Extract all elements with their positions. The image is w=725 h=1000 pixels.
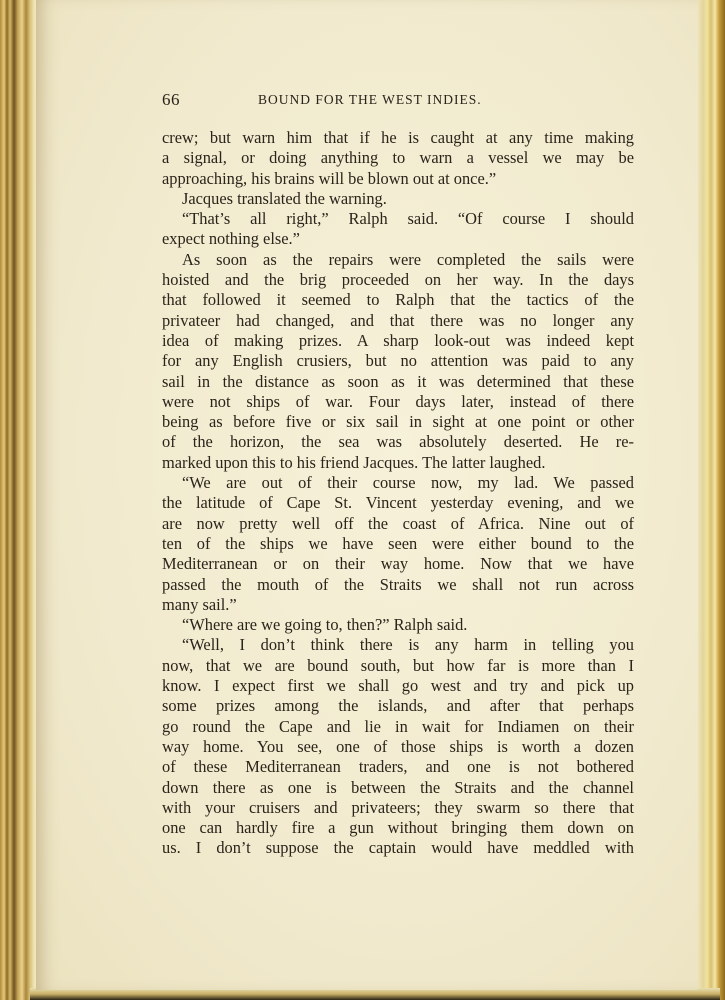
text-line: As soon as the repairs were completed the sails were — [182, 249, 634, 269]
text-line: the latitude of Cape St. Vincent yesterday evening, and we — [162, 493, 634, 513]
book-binding — [0, 0, 38, 1000]
text-line: are now pretty well off the coast of Africa. Nine out of — [162, 513, 634, 533]
text-line: one can hardly fire a gun without bringing them down on — [162, 818, 634, 838]
text-line: way home. You see, one of those ships is worth a dozen — [162, 736, 634, 756]
text-line: some prizes among the islands, and after that perhaps — [162, 696, 634, 716]
running-head: BOUND FOR THE WEST INDIES. — [258, 92, 482, 107]
text-line: know. I expect first we shall go west and try and pick up — [162, 676, 634, 696]
text-line: go round the Cape and lie in wait for Indiamen on their — [162, 716, 634, 736]
book-page — [36, 0, 698, 990]
text-line: expect nothing else.” — [162, 229, 300, 249]
text-line: crew; but warn him that if he is caught at any time making — [162, 128, 634, 147]
text-line: hoisted and the brig proceeded on her way. In the days — [162, 270, 634, 290]
page-header — [162, 90, 634, 112]
text-line: “We are out of their course now, my lad. We passed — [182, 473, 634, 493]
text-line: Mediterranean or on their way home. Now that we have — [162, 554, 634, 574]
text-line: marked upon this to his friend Jacques. The latter laughed. — [162, 452, 546, 472]
page-number: 66 — [162, 90, 180, 109]
text-line: with your cruisers and privateers; they swarm so there that — [162, 797, 634, 817]
text-line: sail in the distance as soon as it was determined that these — [162, 371, 634, 391]
text-line: now, that we are bound south, but how far is more than I — [162, 655, 634, 675]
text-line: being as before five or six sail in sight at one point or other — [162, 412, 634, 432]
text-line: of these Mediterranean traders, and one is not bothered — [162, 757, 634, 777]
text-line: for any English crusiers, but no attention was paid to any — [162, 351, 634, 371]
text-line: that followed it seemed to Ralph that the tactics of the — [162, 290, 634, 310]
text-line: ten of the ships we have seen were either bound to the — [162, 533, 634, 553]
text-line: “Well, I don’t think there is any harm in telling you — [182, 635, 634, 655]
text-line: were not ships of war. Four days later, instead of there — [162, 391, 634, 411]
text-line: idea of making prizes. A sharp look-out was indeed kept — [162, 330, 634, 350]
text-line: “That’s all right,” Ralph said. “Of course I should — [182, 209, 634, 229]
text-line: privateer had changed, and that there was no longer any — [162, 310, 634, 330]
text-line: “Where are we going to, then?” Ralph said. — [182, 615, 468, 635]
text-line: Jacques translated the warning. — [182, 188, 387, 208]
text-line: a signal, or doing anything to warn a vessel we may be — [162, 148, 634, 168]
text-line: passed the mouth of the Straits we shall not run across — [162, 574, 634, 594]
text-line: approaching, his brains will be blown out at once.” — [162, 168, 497, 188]
body-text — [162, 128, 634, 859]
text-line: down there as one is between the Straits and the channel — [162, 777, 634, 797]
text-line: us. I don’t suppose the captain would have meddled with — [162, 838, 634, 858]
text-line: of the horizon, the sea was absolutely deserted. He re- — [162, 432, 634, 452]
page-fore-edge — [697, 0, 725, 1000]
text-line: many sail.” — [162, 594, 237, 614]
